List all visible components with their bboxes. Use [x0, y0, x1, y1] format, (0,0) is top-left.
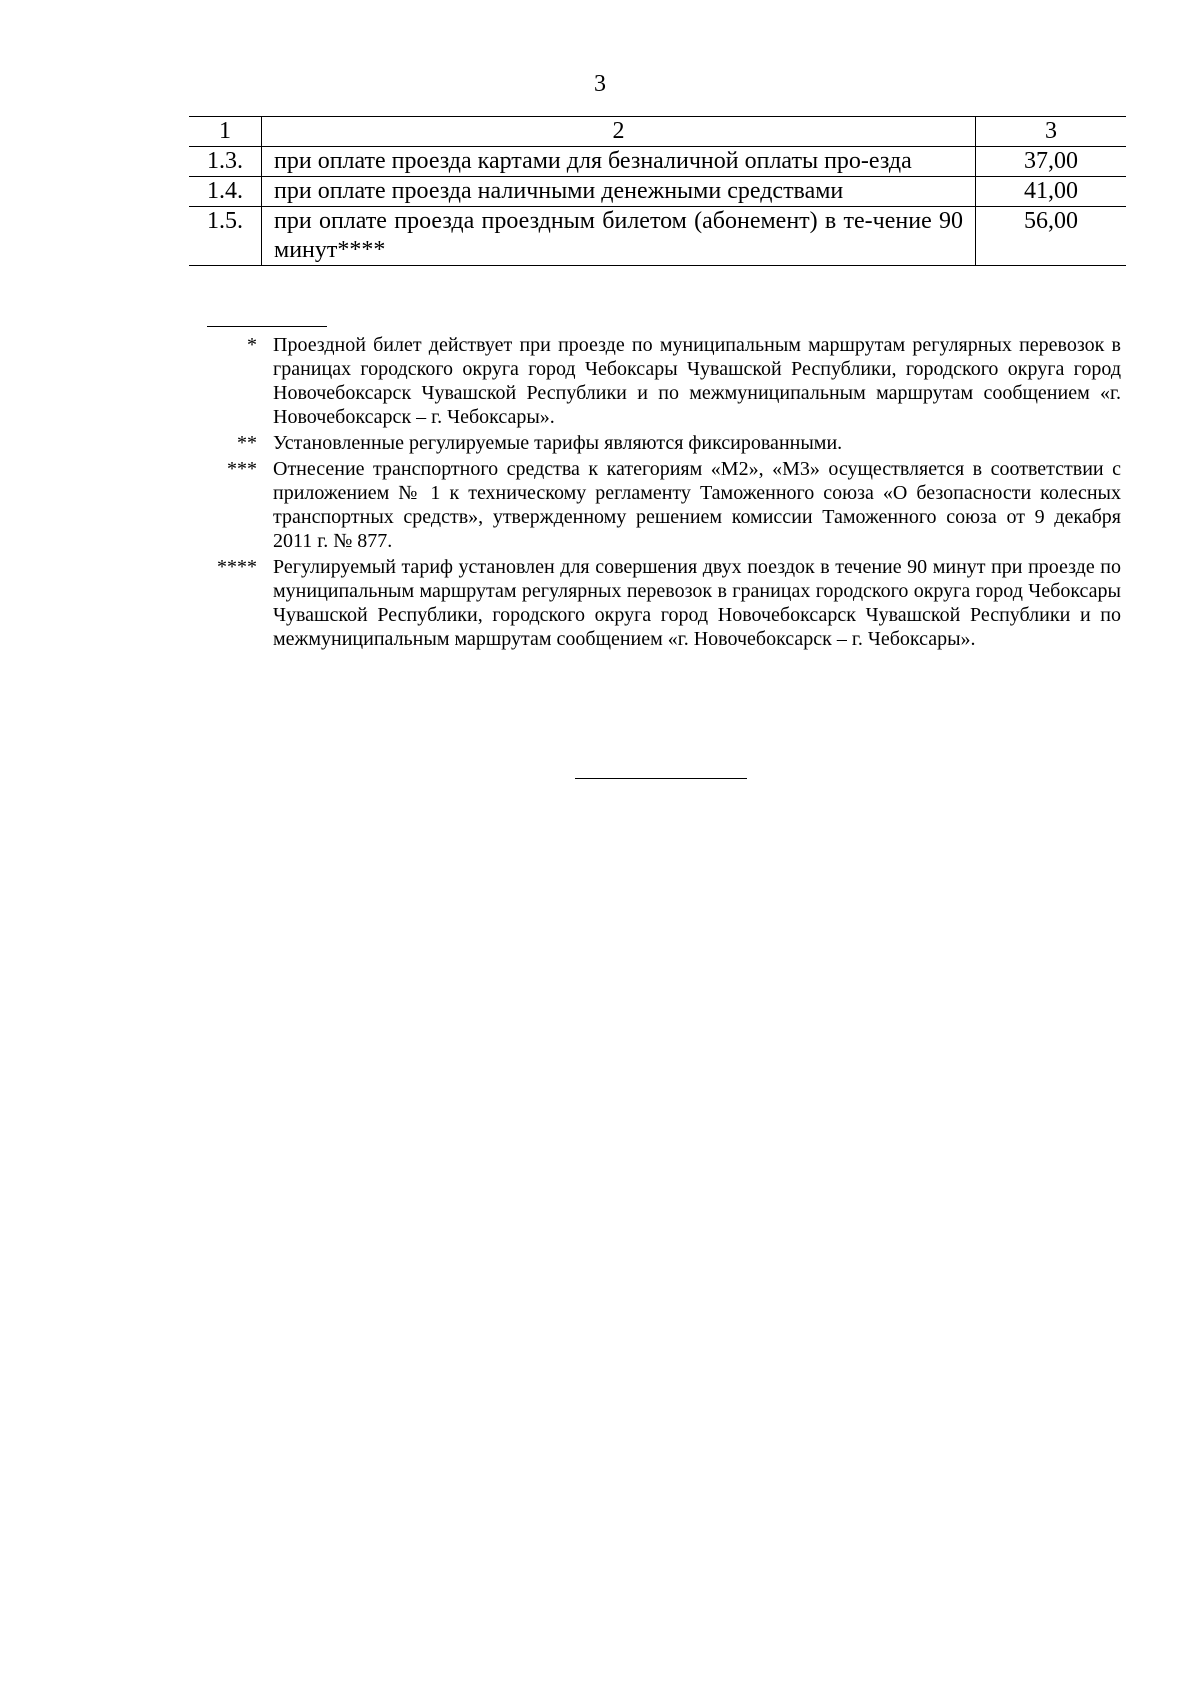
table-row [189, 207, 1126, 266]
tariff-table [189, 116, 1126, 266]
footnote-text: Отнесение транспортного средства к категориям «М2», «М3» осуществляется в соответствии с приложением № 1 к техническому регламенту Таможенного союза «О безопасности колесных транспортных средств», утвержденному решением комиссии Таможенного союза от 9 декабря 2011 г. № 877. [273, 458, 1121, 552]
row-description: при оплате проезда картами для безналичной оплаты про-езда [262, 147, 976, 177]
header-cell-2: 2 [262, 117, 976, 147]
header-cell-3: 3 [976, 117, 1127, 147]
footnote [205, 431, 1121, 455]
row-number: 1.4. [189, 177, 262, 207]
footnote-mark: *** [227, 458, 257, 480]
header-cell-1: 1 [189, 117, 262, 147]
footnotes [205, 333, 1121, 653]
table-row [189, 177, 1126, 207]
footnote-text: Регулируемый тариф установлен для совершения двух поездок в течение 90 минут при проезде по муниципальным маршрутам регулярных перевозок в границах городского округа город Чебоксары Чувашской Республики, городского округа город Новочебоксарск Чувашской Республики и по межмуниципальным маршрутам сообщением «г. Новочебоксарск – г. Чебоксары». [273, 556, 1121, 650]
row-tariff-value: 41,00 [976, 177, 1127, 207]
table-row [189, 147, 1126, 177]
footnote-mark: ** [237, 432, 257, 454]
row-description: при оплате проезда наличными денежными средствами [262, 177, 976, 207]
footnote-mark: **** [217, 556, 257, 578]
document-end-line [575, 778, 747, 779]
footnote [205, 333, 1121, 429]
footnote-mark: * [247, 334, 257, 356]
footnote-text: Установленные регулируемые тарифы являются фиксированными. [273, 432, 843, 454]
row-tariff-value: 37,00 [976, 147, 1127, 177]
row-tariff-value: 56,00 [976, 207, 1127, 266]
row-number: 1.3. [189, 147, 262, 177]
table-header-row [189, 117, 1126, 147]
row-description: при оплате проезда проездным билетом (абонемент) в те-чение 90 минут**** [262, 207, 976, 266]
row-number: 1.5. [189, 207, 262, 266]
footnote [205, 555, 1121, 651]
page-number: 3 [594, 71, 606, 97]
footnote-separator [207, 326, 327, 327]
footnote-text: Проездной билет действует при проезде по муниципальным маршрутам регулярных перевозок в границах городского округа город Чебоксары Чувашской Республики, городского округа город Новочебоксарск Чувашской Республики и по межмуниципальным маршрутам сообщением «г. Новочебоксарск – г. Чебоксары». [273, 334, 1121, 428]
footnote [205, 457, 1121, 553]
